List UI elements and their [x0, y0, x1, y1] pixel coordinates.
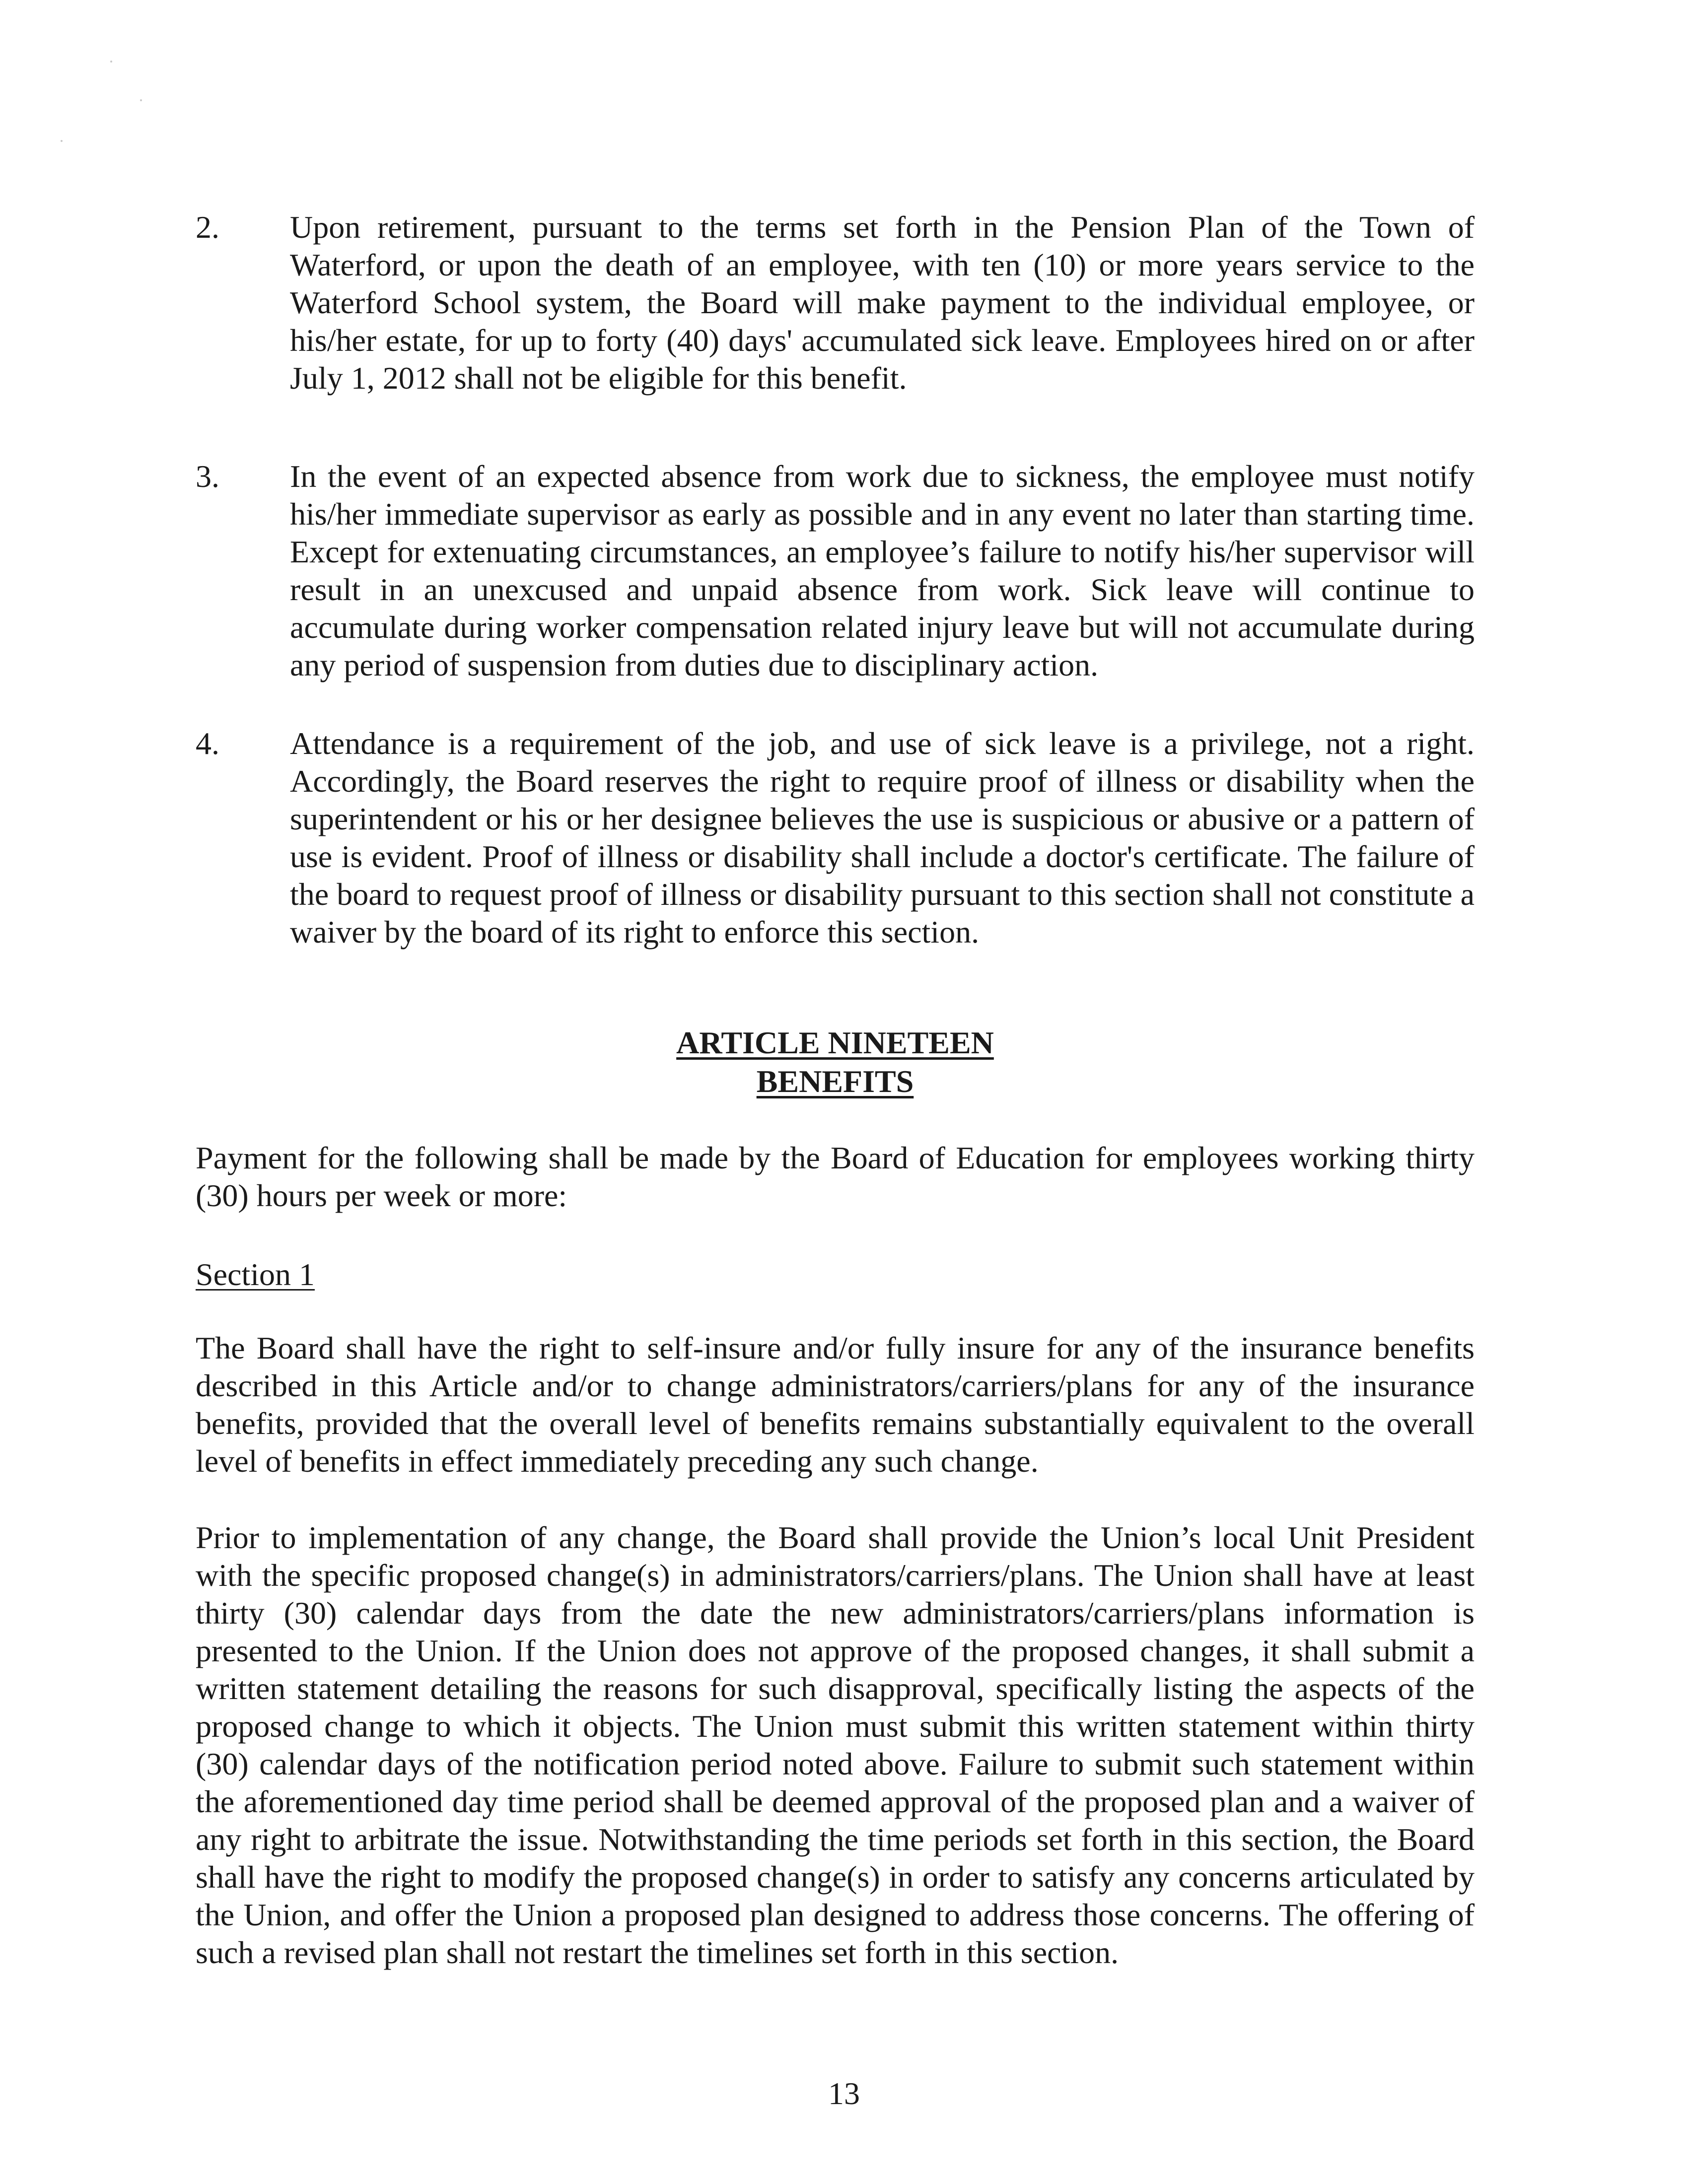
article-heading — [196, 1024, 1475, 1062]
item-text: In the event of an expected absence from work due to sickness, the employee must notify his/her immediate supervisor as early as possible and in any event no later than starting time. Except for extenuating circumstances, an employee’s failure to notify his/her supervisor will result in an unexcused and unpaid absence from work. Sick leave will continue to accumulate during worker compensation related injury leave but will not accumulate during any period of suspension from duties due to disciplinary action. — [290, 459, 1475, 682]
scan-speck — [110, 61, 112, 63]
scan-speck — [140, 99, 142, 101]
section-paragraph: The Board shall have the right to self-insure and/or fully insure for any of the insurance benefits described in this Article and/or to change administrators/carriers/plans for any of the insurance benefits, provided that the overall level of benefits remains substantially equivalent to the overall level of benefits in effect immediately preceding any such change. — [196, 1330, 1475, 1479]
article-subtitle: BENEFITS — [756, 1064, 914, 1099]
article-subheading — [196, 1062, 1475, 1101]
item-text: Attendance is a requirement of the job, and use of sick leave is a privilege, not a right. Accordingly, the Board reserves the right to require proof of illness or disability when the superintendent or his or her designee believes the use is suspicious or abusive or a pattern of use is evident. Proof of illness or disability shall include a doctor's certificate. The failure of the board to request proof of illness or disability pursuant to this section shall not constitute a waiver by the board of its right to enforce this section. — [290, 726, 1475, 950]
intro-paragraph: Payment for the following shall be made by the Board of Education for employees working thirty (30) hours per week or more: — [196, 1140, 1475, 1213]
section-paragraph: Prior to implementation of any change, the Board shall provide the Union’s local Unit President with the specific proposed change(s) in administrators/carriers/plans. The Union shall have at least thirty (30) calendar days from the date the new administrators/carriers/plans information is presented to the Union. If the Union does not approve of the proposed changes, it shall submit a written statement detailing the reasons for such disapproval, specifically listing the aspects of the proposed change to which it objects. The Union must submit this written statement within thirty (30) calendar days of the notification period noted above. Failure to submit such statement within the aforementioned day time period shall be deemed approval of the proposed plan and a waiver of any right to arbitrate the issue. Notwithstanding the time periods set forth in this section, the Board shall have the right to modify the proposed change(s) in order to satisfy any concerns articulated by the Union, and offer the Union a proposed plan designed to address those concerns. The offering of such a revised plan shall not restart the timelines set forth in this section. — [196, 1520, 1475, 1970]
item-text: Upon retirement, pursuant to the terms set forth in the Pension Plan of the Town of Waterford, or upon the death of an employee, with ten (10) or more years service to the Waterford School system, the Board will make payment to the individual employee, or his/her estate, for up to forty (40) days' accumulated sick leave. Employees hired on or after July 1, 2012 shall not be eligible for this benefit. — [290, 209, 1475, 396]
item-number: 3. — [196, 459, 219, 494]
article-title: ARTICLE NINETEEN — [676, 1025, 994, 1060]
section-title: Section 1 — [196, 1257, 315, 1292]
item-number: 2. — [196, 209, 219, 245]
item-number: 4. — [196, 726, 219, 761]
scan-speck — [61, 140, 63, 142]
page-number: 13 — [828, 2076, 860, 2111]
